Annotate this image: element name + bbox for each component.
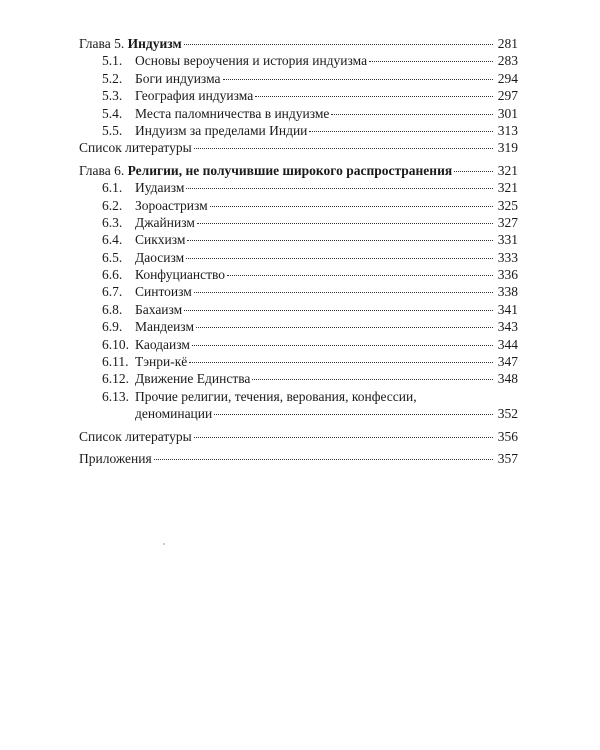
- toc-chapter-6: [79, 163, 518, 180]
- leader-dots: [192, 345, 493, 346]
- section-title: Бахаизм: [135, 301, 183, 317]
- section-title-line2: деноминации: [135, 406, 213, 422]
- page-number: 343: [497, 319, 518, 335]
- toc-section-multiline: [79, 389, 518, 424]
- section-title: География индуизма: [135, 88, 254, 104]
- toc-appendix: [79, 451, 518, 468]
- chapter-prefix: Глава 6.: [79, 162, 125, 178]
- toc-section: [79, 53, 518, 70]
- section-number: 6.3.: [102, 214, 123, 230]
- section-number: 6.11.: [102, 354, 129, 370]
- leader-dots: [194, 437, 493, 438]
- page-number: 356: [497, 428, 518, 444]
- toc-section: [79, 371, 518, 388]
- section-number: 6.7.: [102, 284, 123, 300]
- leader-dots: [454, 171, 493, 172]
- toc-section: [79, 250, 518, 267]
- page-number: 341: [497, 301, 518, 317]
- section-title: Конфуцианство: [135, 267, 226, 283]
- toc-section: [79, 71, 518, 88]
- section-title: Места паломничества в индуизме: [135, 105, 330, 121]
- section-number: 6.13.: [102, 388, 129, 404]
- toc-section: [79, 284, 518, 301]
- page-number: 283: [497, 53, 518, 69]
- leader-dots: [227, 275, 493, 276]
- page-number: 333: [497, 249, 518, 265]
- toc-section: [79, 198, 518, 215]
- leader-dots: [194, 148, 493, 149]
- page-number: 281: [497, 36, 518, 51]
- toc-section: [79, 123, 518, 140]
- section-title: Основы вероучения и история индуизма: [135, 53, 368, 69]
- toc-section: [79, 319, 518, 336]
- section-title: Мандеизм: [135, 319, 194, 335]
- page-number: 321: [497, 180, 518, 196]
- section-title: Каодаизм: [135, 336, 190, 352]
- page-number: 336: [497, 267, 518, 283]
- page-number: 348: [497, 371, 518, 387]
- chapter-title: Индуизм: [127, 36, 182, 51]
- section-title: Боги индуизма: [135, 70, 221, 86]
- page-number: 344: [497, 336, 518, 352]
- section-number: 5.2.: [102, 70, 123, 86]
- page-number: 301: [497, 105, 518, 121]
- section-title: Зороастризм: [135, 197, 208, 213]
- section-number: 5.3.: [102, 88, 123, 104]
- section-title: Джайнизм: [135, 214, 195, 230]
- section-number: 6.12.: [102, 371, 129, 387]
- page-number: 347: [497, 354, 518, 370]
- leader-dots: [369, 61, 493, 62]
- section-number: 6.10.: [102, 336, 129, 352]
- leader-dots: [184, 310, 493, 311]
- toc-section: [79, 215, 518, 232]
- section-title: Иудаизм: [135, 180, 185, 196]
- leader-dots: [309, 131, 493, 132]
- appendix-title: Приложения: [79, 450, 152, 466]
- leader-dots: [184, 44, 493, 45]
- section-number: 6.6.: [102, 267, 123, 283]
- leader-dots: [187, 240, 493, 241]
- section-title: Индуизм за пределами Индии: [135, 122, 308, 138]
- references-title: Список литературы: [79, 140, 192, 156]
- section-title: Даосизм: [135, 249, 185, 265]
- section-number: 5.5.: [102, 122, 123, 138]
- chapter-title: Религии, не получившие широкого распространения: [127, 162, 453, 178]
- toc-chapter-5: [79, 36, 518, 53]
- toc-section: [79, 106, 518, 123]
- references-title: Список литературы: [79, 428, 192, 444]
- toc-section: [79, 180, 518, 197]
- leader-dots: [197, 223, 493, 224]
- section-number: 5.4.: [102, 105, 123, 121]
- page-number: 321: [497, 162, 518, 178]
- section-title: Движение Единства: [135, 371, 251, 387]
- page-number: 294: [497, 70, 518, 86]
- toc-section: [79, 337, 518, 354]
- leader-dots: [189, 362, 493, 363]
- leader-dots: [255, 96, 493, 97]
- leader-dots: [194, 292, 493, 293]
- section-title: Тэнри-кё: [135, 354, 188, 370]
- toc-section: [79, 302, 518, 319]
- page-number: 327: [497, 214, 518, 230]
- section-number: 6.2.: [102, 197, 123, 213]
- leader-dots: [186, 258, 493, 259]
- section-number: 5.1.: [102, 53, 123, 69]
- section-title: Синтоизм: [135, 284, 192, 300]
- page-number: 325: [497, 197, 518, 213]
- leader-dots: [252, 379, 493, 380]
- chapter-prefix: Глава 5.: [79, 36, 125, 51]
- table-of-contents: [79, 36, 518, 468]
- toc-references: [79, 140, 518, 157]
- toc-references-main: [79, 429, 518, 446]
- leader-dots: [154, 459, 493, 460]
- page-number: 313: [497, 122, 518, 138]
- section-number: 6.1.: [102, 180, 123, 196]
- leader-dots: [196, 327, 493, 328]
- leader-dots: [331, 114, 493, 115]
- page-number: 338: [497, 284, 518, 300]
- toc-section: [79, 267, 518, 284]
- page-number: 297: [497, 88, 518, 104]
- section-number: 6.5.: [102, 249, 123, 265]
- section-title-line1: Прочие религии, течения, верования, конфессии,: [135, 388, 417, 404]
- toc-section: [79, 88, 518, 105]
- page-number: 331: [497, 232, 518, 248]
- toc-section: [79, 354, 518, 371]
- leader-dots: [223, 79, 493, 80]
- scan-speck: [163, 543, 165, 545]
- leader-dots: [214, 414, 493, 415]
- leader-dots: [210, 206, 493, 207]
- toc-section: [79, 232, 518, 249]
- section-title: Сикхизм: [135, 232, 186, 248]
- section-number: 6.4.: [102, 232, 123, 248]
- section-number: 6.8.: [102, 301, 123, 317]
- page-number: 352: [497, 406, 518, 422]
- page-number: 319: [497, 140, 518, 156]
- page-number: 357: [497, 450, 518, 466]
- leader-dots: [186, 188, 493, 189]
- section-number: 6.9.: [102, 319, 123, 335]
